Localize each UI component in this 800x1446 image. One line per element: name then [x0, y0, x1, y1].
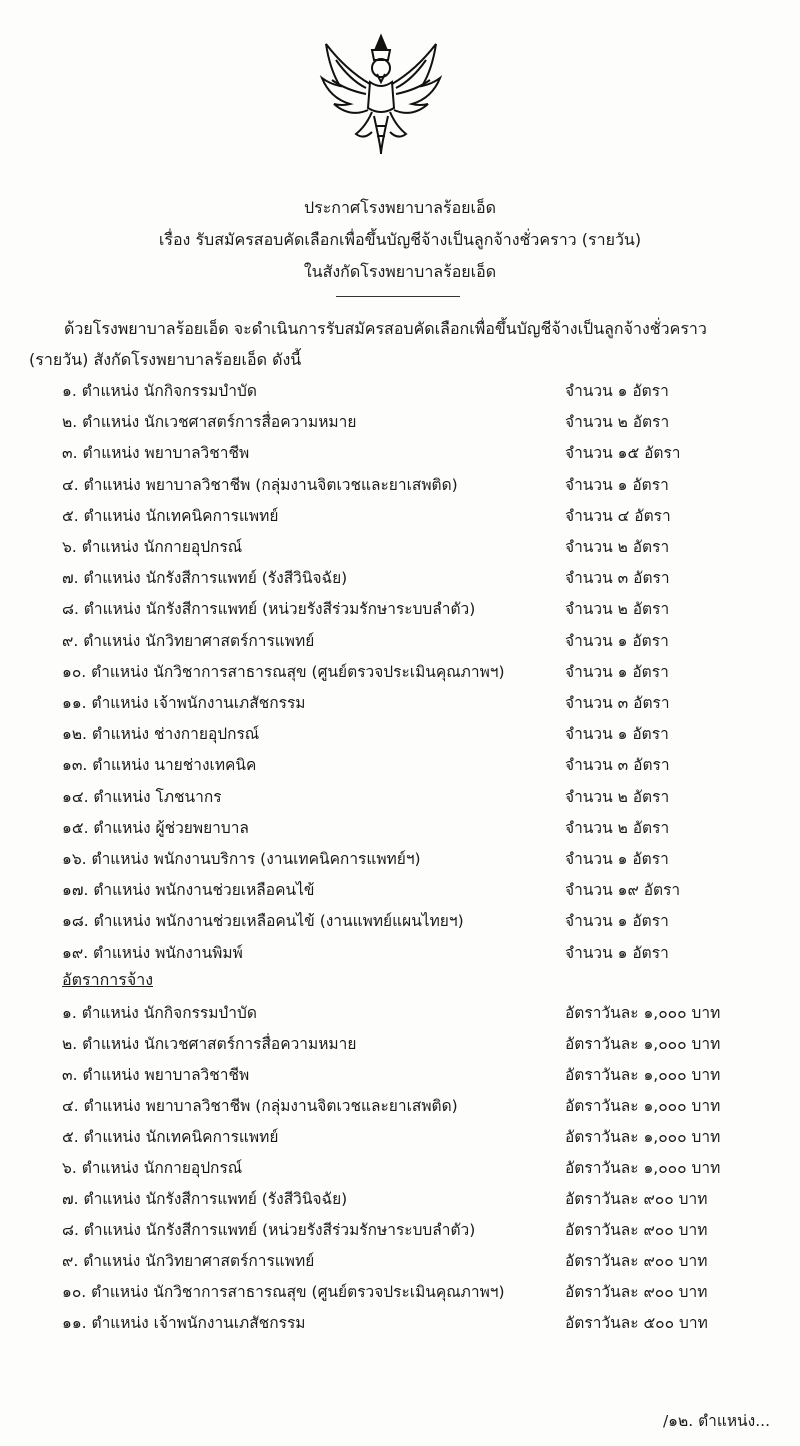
- announcement-subject: เรื่อง รับสมัครสอบคัดเลือกเพื่อขึ้นบัญชีจ้างเป็นลูกจ้างชั่วคราว (รายวัน): [158, 230, 642, 249]
- wage-label: ๘. ตำแหน่ง นักรังสีการแพทย์ (หน่วยรังสีร่วมรักษาระบบลำตัว): [62, 1221, 476, 1239]
- position-label: ๑๓. ตำแหน่ง นายช่างเทคนิค: [62, 756, 257, 775]
- position-row: [62, 378, 780, 408]
- position-row: [62, 784, 780, 814]
- position-row: [62, 628, 780, 658]
- wage-rate: อัตราวันละ ๑,๐๐๐ บาท: [565, 1004, 721, 1022]
- wage-label: ๔. ตำแหน่ง พยาบาลวิชาชีพ (กลุ่มงานจิตเวชและยาเสพติด): [62, 1097, 458, 1115]
- wage-row: [62, 1031, 780, 1061]
- position-count: จำนวน ๑ อัตรา: [565, 725, 669, 744]
- position-count: จำนวน ๑๕ อัตรา: [565, 444, 681, 463]
- wage-row: [62, 1279, 780, 1309]
- position-count: จำนวน ๓ อัตรา: [565, 569, 670, 588]
- wage-label: ๗. ตำแหน่ง นักรังสีการแพทย์ (รังสีวินิจฉัย): [62, 1190, 348, 1208]
- position-label: ๑๗. ตำแหน่ง พนักงานช่วยเหลือคนไข้: [62, 881, 315, 900]
- position-label: ๘. ตำแหน่ง นักรังสีการแพทย์ (หน่วยรังสีร่วมรักษาระบบลำตัว): [62, 600, 476, 619]
- position-count: จำนวน ๑ อัตรา: [565, 662, 669, 681]
- position-label: ๔. ตำแหน่ง พยาบาลวิชาชีพ (กลุ่มงานจิตเวชและยาเสพติด): [62, 475, 458, 494]
- wage-row: [62, 1124, 780, 1154]
- position-label: ๙. ตำแหน่ง นักวิทยาศาสตร์การแพทย์: [62, 631, 315, 650]
- wage-label: ๑๐. ตำแหน่ง นักวิชาการสาธารณสุข (ศูนย์ตรวจประเมินคุณภาพฯ): [62, 1283, 505, 1301]
- wage-row: [62, 1062, 780, 1092]
- position-count: จำนวน ๓ อัตรา: [565, 756, 670, 775]
- wage-rate: อัตราวันละ ๕๐๐ บาท: [565, 1314, 708, 1332]
- wage-rate: อัตราวันละ ๑,๐๐๐ บาท: [565, 1159, 721, 1177]
- wage-row: [62, 1186, 780, 1216]
- position-count: จำนวน ๑ อัตรา: [565, 943, 669, 962]
- position-row: [62, 752, 780, 782]
- intro-line-1: ด้วยโรงพยาบาลร้อยเอ็ด จะดำเนินการรับสมัครสอบคัดเลือกเพื่อขึ้นบัญชีจ้างเป็นลูกจ้างชั่วคราว: [64, 319, 707, 338]
- header-divider: [336, 296, 460, 297]
- position-row: [62, 815, 780, 845]
- position-label: ๑๒. ตำแหน่ง ช่างกายอุปกรณ์: [62, 725, 260, 744]
- position-row: [62, 503, 780, 533]
- position-count: จำนวน ๒ อัตรา: [565, 787, 670, 806]
- position-count: จำนวน ๒ อัตรา: [565, 538, 670, 556]
- position-row: [62, 940, 780, 970]
- wage-label: ๕. ตำแหน่ง นักเทคนิคการแพทย์: [62, 1128, 279, 1146]
- wage-rate: อัตราวันละ ๑,๐๐๐ บาท: [565, 1128, 721, 1146]
- position-label: ๑๑. ตำแหน่ง เจ้าพนักงานเภสัชกรรม: [62, 694, 306, 712]
- position-row: [62, 846, 780, 876]
- position-label: ๑๙. ตำแหน่ง พนักงานพิมพ์: [62, 943, 243, 962]
- position-label: ๑๖. ตำแหน่ง พนักงานบริการ (งานเทคนิคการแพทย์ฯ): [62, 850, 421, 868]
- wage-rate: อัตราวันละ ๑,๐๐๐ บาท: [565, 1035, 721, 1053]
- position-row: [62, 596, 780, 626]
- wage-rate: อัตราวันละ ๑,๐๐๐ บาท: [565, 1066, 721, 1084]
- position-label: ๕. ตำแหน่ง นักเทคนิคการแพทย์: [62, 506, 279, 525]
- position-row: [62, 877, 780, 907]
- position-label: ๗. ตำแหน่ง นักรังสีการแพทย์ (รังสีวินิจฉัย): [62, 569, 348, 588]
- wage-label: ๓. ตำแหน่ง พยาบาลวิชาชีพ: [62, 1066, 250, 1084]
- wage-row: [62, 1310, 780, 1340]
- position-count: จำนวน ๓ อัตรา: [565, 694, 670, 712]
- position-count: จำนวน ๑๙ อัตรา: [565, 881, 681, 900]
- position-label: ๑๘. ตำแหน่ง พนักงานช่วยเหลือคนไข้ (งานแพทย์แผนไทยฯ): [62, 912, 464, 931]
- wage-label: ๙. ตำแหน่ง นักวิทยาศาสตร์การแพทย์: [62, 1252, 315, 1270]
- position-count: จำนวน ๔ อัตรา: [565, 506, 671, 525]
- position-row: [62, 721, 780, 751]
- wage-row: [62, 1155, 780, 1185]
- announcement-title: ประกาศโรงพยาบาลร้อยเอ็ด: [303, 198, 497, 217]
- position-row: [62, 565, 780, 595]
- wage-label: ๖. ตำแหน่ง นักกายอุปกรณ์: [62, 1159, 243, 1177]
- announcement-affiliation: ในสังกัดโรงพยาบาลร้อยเอ็ด: [303, 262, 497, 281]
- position-label: ๖. ตำแหน่ง นักกายอุปกรณ์: [62, 538, 243, 556]
- position-row: [62, 440, 780, 470]
- position-count: จำนวน ๒ อัตรา: [565, 413, 670, 432]
- position-label: ๑๔. ตำแหน่ง โภชนากร: [62, 787, 222, 806]
- position-row: [62, 690, 780, 720]
- position-row: [62, 908, 780, 938]
- position-row: [62, 659, 780, 689]
- wage-label: ๑๑. ตำแหน่ง เจ้าพนักงานเภสัชกรรม: [62, 1314, 306, 1332]
- garuda-emblem-icon: [316, 30, 446, 160]
- wage-rate: อัตราวันละ ๙๐๐ บาท: [565, 1190, 708, 1208]
- position-label: ๑. ตำแหน่ง นักกิจกรรมบำบัด: [62, 382, 257, 400]
- wage-label: ๑. ตำแหน่ง นักกิจกรรมบำบัด: [62, 1004, 257, 1022]
- position-label: ๑๕. ตำแหน่ง ผู้ช่วยพยาบาล: [62, 818, 249, 837]
- continuation-note: /๑๒. ตำแหน่ง...: [662, 1412, 770, 1430]
- position-count: จำนวน ๑ อัตรา: [565, 912, 669, 931]
- position-count: จำนวน ๒ อัตรา: [565, 600, 670, 619]
- position-count: จำนวน ๑ อัตรา: [565, 850, 669, 868]
- wage-rate: อัตราวันละ ๙๐๐ บาท: [565, 1283, 708, 1301]
- position-count: จำนวน ๑ อัตรา: [565, 631, 669, 650]
- position-row: [62, 472, 780, 502]
- position-count: จำนวน ๑ อัตรา: [565, 382, 669, 400]
- position-label: ๒. ตำแหน่ง นักเวชศาสตร์การสื่อความหมาย: [62, 413, 357, 432]
- wage-label: ๒. ตำแหน่ง นักเวชศาสตร์การสื่อความหมาย: [62, 1035, 357, 1053]
- position-count: จำนวน ๒ อัตรา: [565, 818, 670, 837]
- position-count: จำนวน ๑ อัตรา: [565, 475, 669, 494]
- position-row: [62, 409, 780, 439]
- wage-rate: อัตราวันละ ๙๐๐ บาท: [565, 1221, 708, 1239]
- wage-rate: อัตราวันละ ๑,๐๐๐ บาท: [565, 1097, 721, 1115]
- wages-section-title: อัตราการจ้าง: [62, 970, 154, 989]
- wage-row: [62, 1248, 780, 1278]
- intro-line-2: (รายวัน) สังกัดโรงพยาบาลร้อยเอ็ด ดังนี้: [29, 350, 302, 369]
- wage-rate: อัตราวันละ ๙๐๐ บาท: [565, 1252, 708, 1270]
- position-label: ๑๐. ตำแหน่ง นักวิชาการสาธารณสุข (ศูนย์ตรวจประเมินคุณภาพฯ): [62, 662, 505, 681]
- position-label: ๓. ตำแหน่ง พยาบาลวิชาชีพ: [62, 444, 250, 463]
- wage-row: [62, 1093, 780, 1123]
- wage-row: [62, 1000, 780, 1030]
- wage-row: [62, 1217, 780, 1247]
- position-row: [62, 534, 780, 564]
